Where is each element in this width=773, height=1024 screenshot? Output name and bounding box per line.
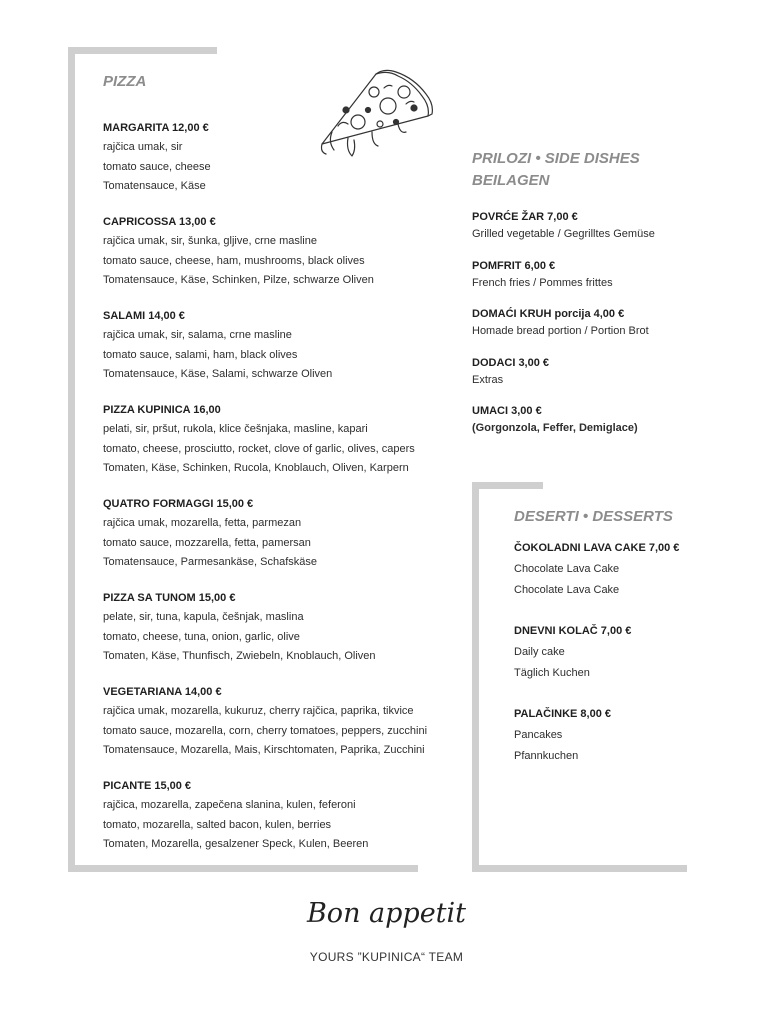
menu-item <box>103 306 332 385</box>
menu-item-description: pelate, sir, tuna, kapula, češnjak, maslina <box>103 611 304 623</box>
menu-item-name: VEGETARIANA 14,00 € <box>103 686 222 698</box>
menu-item-description: Tomatensauce, Käse, Salami, schwarze Oliven <box>103 368 333 380</box>
menu-item-description: Tomaten, Mozarella, gesalzener Speck, Kulen, Beeren <box>103 838 369 850</box>
menu-item <box>514 538 679 601</box>
menu-item-name: PICANTE 15,00 € <box>103 780 192 792</box>
menu-item-description: Pfannkuchen <box>514 750 579 762</box>
menu-item <box>103 682 427 761</box>
desserts-section-title: DESERTI • DESSERTS <box>514 508 673 525</box>
menu-item <box>514 621 631 684</box>
menu-item-description: Tomatensauce, Parmesankäse, Schafskäse <box>103 556 318 568</box>
menu-item-description: tomato, cheese, prosciutto, rocket, clove of garlic, olives, capers <box>103 442 415 455</box>
menu-item-description: tomato sauce, cheese, ham, mushrooms, black olives <box>103 254 365 267</box>
menu-item-description: rajčica umak, mozarella, kukuruz, cherry rajčica, paprika, tikvice <box>103 705 414 717</box>
menu-item-description: Pancakes <box>514 729 563 741</box>
menu-item-description: Tomatensauce, Käse, Schinken, Pilze, schwarze Oliven <box>103 274 374 286</box>
menu-item-description: rajčica umak, sir, šunka, gljive, crne masline <box>103 235 317 247</box>
menu-item <box>472 208 655 243</box>
menu-item-description: Grilled vegetable / Gegrilltes Gemüse <box>472 228 655 240</box>
menu-item <box>103 776 368 855</box>
menu-item-description: tomato sauce, salami, ham, black olives <box>103 348 298 361</box>
menu-item-description: tomato, cheese, tuna, onion, garlic, olive <box>103 630 300 643</box>
menu-item-description: rajčica umak, sir, salama, crne masline <box>103 329 292 341</box>
menu-item-description: tomato sauce, mozzarella, fetta, pamersan <box>103 536 311 549</box>
menu-item-description: rajčica, mozarella, zapečena slanina, kulen, feferoni <box>103 799 356 811</box>
menu-item-description: tomato, mozarella, salted bacon, kulen, berries <box>103 818 332 831</box>
menu-item-name: DOMAĆI KRUH porcija 4,00 € <box>472 308 625 320</box>
menu-item-name: DODACI 3,00 € <box>472 356 550 369</box>
menu-item <box>472 354 549 389</box>
menu-item <box>103 118 211 197</box>
menu-item <box>103 212 374 291</box>
menu-item-description: Tomatensauce, Käse <box>103 180 206 192</box>
menu-item-name: QUATRO FORMAGGI 15,00 € <box>103 498 254 510</box>
menu-item-name: CAPRICOSSA 13,00 € <box>103 216 216 228</box>
menu-item-description: Täglich Kuchen <box>514 667 590 679</box>
menu-item-description: Daily cake <box>514 646 565 658</box>
menu-item-description: Tomaten, Käse, Thunfisch, Zwiebeln, Knoblauch, Oliven <box>103 650 376 662</box>
menu-item <box>103 400 415 479</box>
menu-item-name: UMACI 3,00 € <box>472 405 542 417</box>
menu-item-name: PALAČINKE 8,00 € <box>514 708 611 720</box>
sides-title-line2: BEILAGEN <box>472 172 550 189</box>
menu-item <box>472 257 613 292</box>
sides-section-title <box>472 148 640 192</box>
menu-item-description: tomato sauce, cheese <box>103 160 211 173</box>
menu-item-description: Tomatensauce, Mozarella, Mais, Kirschtomaten, Paprika, Zucchini <box>103 744 425 756</box>
menu-item-description: tomato sauce, mozarella, corn, cherry tomatoes, peppers, zucchini <box>103 724 428 737</box>
menu-item <box>472 402 638 437</box>
menu-item-name: PIZZA KUPINICA 16,00 <box>103 404 221 416</box>
team-text: YOURS ”KUPINICA“ TEAM <box>309 950 464 964</box>
menu-item-name: SALAMI 14,00 € <box>103 310 185 322</box>
menu-item-name: MARGARITA 12,00 € <box>103 122 209 134</box>
sides-title-line1: PRILOZI • SIDE DISHES <box>472 150 640 167</box>
menu-item <box>103 494 317 573</box>
menu-item-name: POMFRIT 6,00 € <box>472 259 556 272</box>
menu-item-description: Chocolate Lava Cake <box>514 584 620 596</box>
menu-item-description: rajčica umak, mozarella, fetta, parmezan <box>103 517 302 529</box>
signature-text: Bon appetit <box>306 898 467 929</box>
menu-item-name: DNEVNI KOLAČ 7,00 € <box>514 625 632 637</box>
menu-item-description: Homade bread portion / Portion Brot <box>472 325 649 337</box>
pizza-slice-icon <box>318 66 440 162</box>
menu-item-description: Extras <box>472 373 504 386</box>
menu-item <box>514 704 611 767</box>
menu-item-name: PIZZA SA TUNOM 15,00 € <box>103 592 236 604</box>
menu-item-description: pelati, sir, pršut, rukola, klice češnjaka, masline, kapari <box>103 423 368 435</box>
menu-item-description: rajčica umak, sir <box>103 141 183 153</box>
menu-item <box>472 305 649 340</box>
pizza-section-title: PIZZA <box>103 73 147 90</box>
menu-item-description: Tomaten, Käse, Schinken, Rucola, Knoblauch, Oliven, Karpern <box>103 462 409 474</box>
menu-item <box>103 588 376 667</box>
menu-item-name: POVRĆE ŽAR 7,00 € <box>472 211 578 223</box>
menu-item-description: French fries / Pommes frittes <box>472 276 613 289</box>
menu-item-description: Chocolate Lava Cake <box>514 563 620 575</box>
menu-item-name: ČOKOLADNI LAVA CAKE 7,00 € <box>514 542 680 554</box>
menu-item-description: (Gorgonzola, Feffer, Demiglace) <box>472 422 638 434</box>
